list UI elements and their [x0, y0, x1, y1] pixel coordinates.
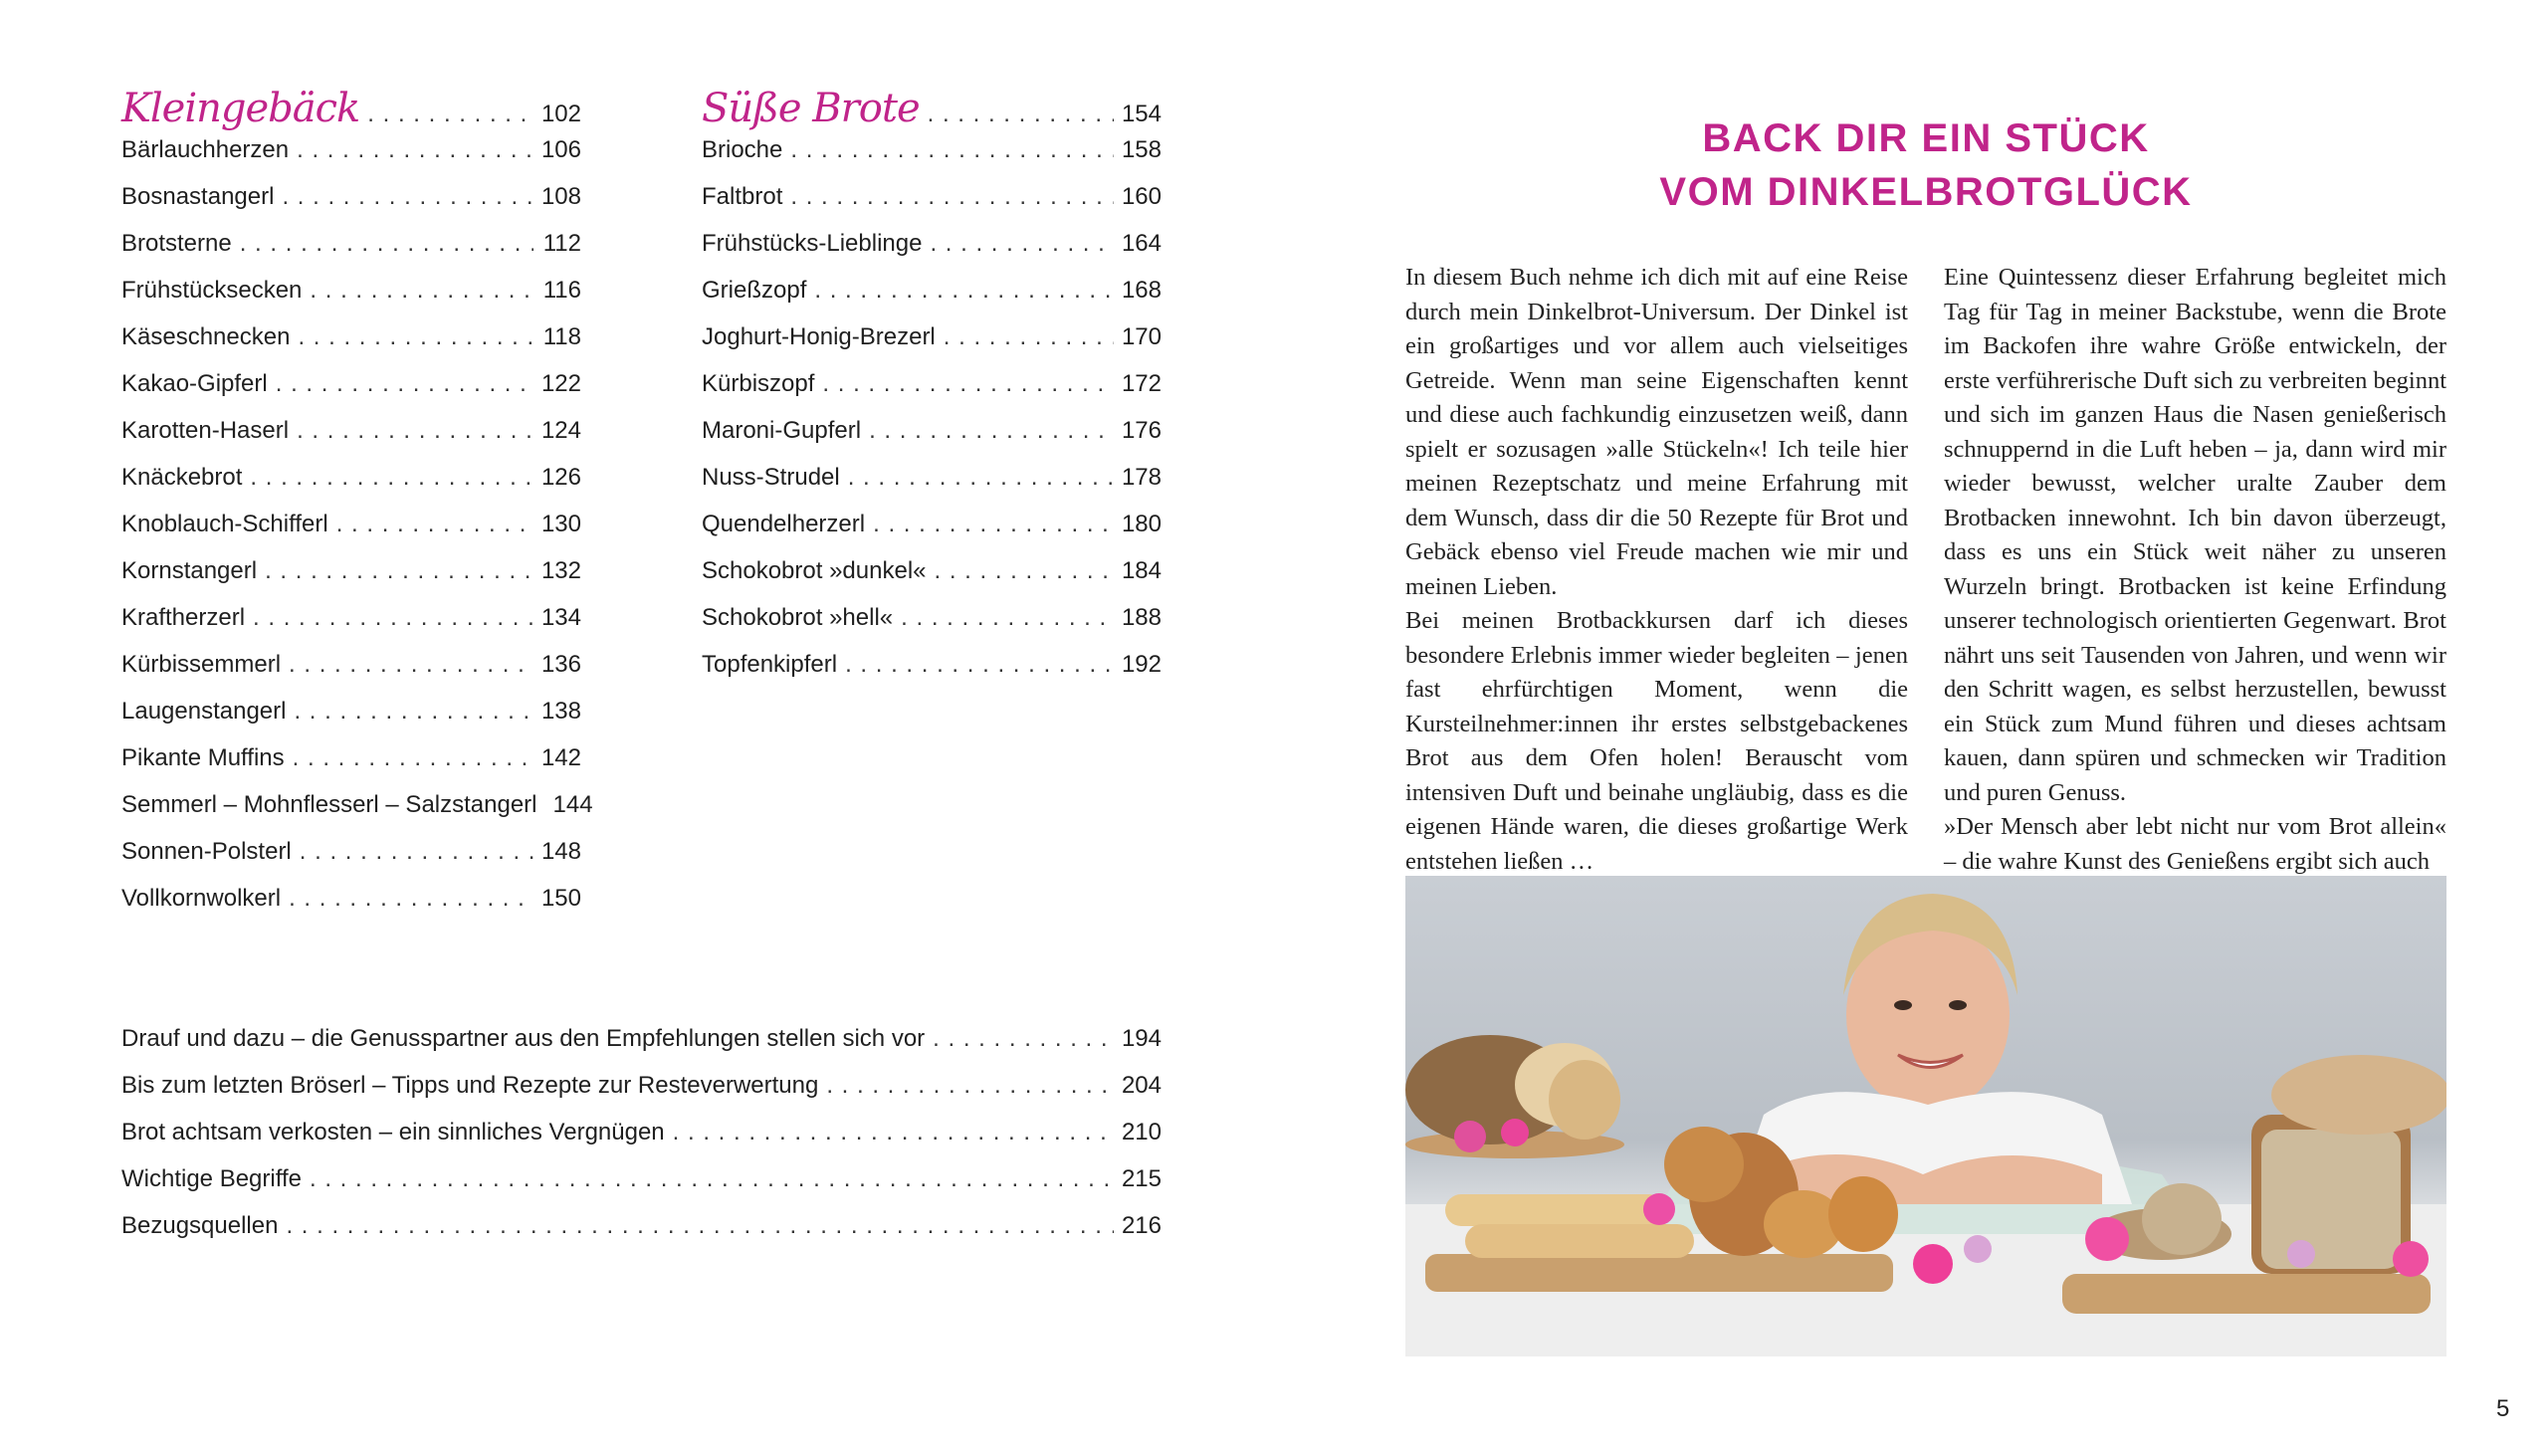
toc-page-number: 136 — [540, 651, 581, 678]
toc-entry-label: Schokobrot »dunkel« — [702, 557, 927, 584]
toc-leader-dots — [300, 828, 533, 875]
toc-entry-label: Knäckebrot — [121, 464, 243, 491]
toc-entry-label: Wichtige Begriffe — [121, 1165, 302, 1192]
toc-leader-dots — [790, 126, 1114, 173]
toc-entry[interactable] — [702, 454, 1162, 501]
toc-page-number: 138 — [540, 698, 581, 725]
toc-leader-dots — [873, 501, 1114, 547]
toc-entry-label: Semmerl – Mohnflesserl – Salzstangerl — [121, 791, 537, 818]
toc-entry-label: Nuss-Strudel — [702, 464, 840, 491]
toc-leader-dots — [869, 407, 1114, 454]
toc-page-number: 150 — [540, 885, 581, 912]
toc-entry-label: Schokobrot »hell« — [702, 604, 894, 631]
toc-heading-label: Süße Brote — [702, 86, 920, 131]
toc-entry-label: Kürbissemmerl — [121, 651, 282, 678]
toc-page-number: 158 — [1121, 136, 1162, 163]
toc-entry[interactable] — [702, 267, 1162, 313]
toc-entry[interactable] — [121, 688, 581, 734]
toc-page-number: 172 — [1121, 370, 1162, 397]
body-text-column-2 — [1944, 261, 2446, 879]
toc-page-number: 188 — [1121, 604, 1162, 631]
toc-entry-label: Joghurt-Honig-Brezerl — [702, 323, 936, 350]
toc-page-number: 180 — [1121, 511, 1162, 537]
toc-leader-dots — [336, 501, 533, 547]
toc-entry-label: Sonnen-Polsterl — [121, 838, 292, 865]
toc-entry[interactable] — [121, 547, 581, 594]
toc-page-number: 124 — [540, 417, 581, 444]
toc-entry-label: Pikante Muffins — [121, 744, 285, 771]
toc-entry-label: Faltbrot — [702, 183, 783, 210]
toc-entry-label: Topfenkipferl — [702, 651, 838, 678]
toc-entry[interactable] — [702, 313, 1162, 360]
toc-page-number: 148 — [540, 838, 581, 865]
toc-leader-dots — [826, 1062, 1114, 1109]
toc-entry[interactable] — [121, 1015, 1162, 1062]
toc-entry-label: Laugenstangerl — [121, 698, 287, 725]
paragraph: In diesem Buch nehme ich dich mit auf eine Reise durch mein Dinkelbrot-Universum. Der Dinkel ist ein großartiges und vor allem auch vielseitiges Getreide. Wenn man seine Eigenschaften kennt und diese auch fachkundig einzusetzen weiß, dann spielt er sozusagen »alle Stückeln«! Ich teile hier meinen Rezeptschatz und meine Erfahrung mit dem Wunsch, dass dir die 50 Rezepte für Brot und Gebäck ebenso viel Freude machen wie mir und meinen Lieben. — [1405, 264, 1908, 600]
toc-page-number: 210 — [1121, 1119, 1162, 1145]
toc-leader-dots — [930, 220, 1114, 267]
toc-entry[interactable] — [702, 501, 1162, 547]
toc-entry[interactable] — [121, 734, 581, 781]
toc-leader-dots — [293, 734, 533, 781]
toc-page-number: 168 — [1121, 277, 1162, 304]
toc-leader-dots — [310, 267, 533, 313]
toc-entry-label: Bärlauchherzen — [121, 136, 290, 163]
toc-page-number: 194 — [1121, 1025, 1162, 1052]
toc-entry-label: Kornstangerl — [121, 557, 258, 584]
toc-leader-dots — [814, 267, 1114, 313]
toc-leader-dots — [933, 1015, 1114, 1062]
toc-entry-label: Maroni-Gupferl — [702, 417, 862, 444]
toc-leader-dots — [935, 547, 1114, 594]
toc-page-number: 164 — [1121, 230, 1162, 257]
toc-entry-label: Knoblauch-Schifferl — [121, 511, 328, 537]
toc-leader-dots — [265, 547, 533, 594]
toc-entry[interactable] — [702, 220, 1162, 267]
toc-page-number: 142 — [540, 744, 581, 771]
paragraph: Eine Quintessenz dieser Erfahrung begleitet mich Tag für Tag in meiner Backstube, wenn die Brote im Backofen ihre wahre Größe entwickeln, der erste verführerische Duft sich zu verbreiten beginnt und sich im ganzen Haus die Nasen genießerisch schnuppernd in die Luft heben – ja, dann wird mir wieder bewusst, welcher uralte Zauber dem Brotbacken innewohnt. Ich bin davon überzeugt, dass es uns ein Stück weit näher zu unseren Wurzeln bringt. Brotbacken ist keine Erfindung unserer technologisch orientierten Gegenwart. Brot nährt uns seit Tausenden von Jahren, und wenn wir den Schritt wagen, es selbst herzustellen, bewusst ein Stück zum Mund führen und dieses achtsam kauen, dann spüren und schmecken wir Tradition und puren Genuss. — [1944, 264, 2446, 806]
toc-leader-dots — [297, 407, 533, 454]
toc-page-number: 106 — [540, 136, 581, 163]
toc-entry[interactable] — [121, 407, 581, 454]
toc-entry[interactable] — [121, 781, 593, 828]
toc-entry[interactable] — [121, 1109, 1162, 1155]
toc-entry-label: Kürbiszopf — [702, 370, 815, 397]
toc-leader-dots — [944, 313, 1114, 360]
toc-entry-label: Grießzopf — [702, 277, 807, 304]
toc-page-number: 184 — [1121, 557, 1162, 584]
toc-column-suesse-brote — [702, 80, 1162, 688]
toc-leader-dots — [310, 1155, 1114, 1202]
toc-page-number: 134 — [540, 604, 581, 631]
toc-leader-dots — [298, 313, 533, 360]
headline-line-1: BACK DIR EIN STÜCK — [1702, 116, 2150, 160]
toc-page-number: 112 — [542, 230, 581, 257]
toc-list — [702, 126, 1162, 688]
toc-entry-label: Brioche — [702, 136, 783, 163]
toc-entry[interactable] — [702, 173, 1162, 220]
toc-page-number: 215 — [1121, 1165, 1162, 1192]
toc-leader-dots — [294, 688, 532, 734]
toc-entry-label: Bosnastangerl — [121, 183, 275, 210]
toc-leader-dots — [240, 220, 533, 267]
toc-entry[interactable] — [121, 126, 581, 173]
chapter-headline — [1405, 111, 2446, 219]
toc-entry[interactable] — [121, 1202, 1162, 1249]
toc-entry[interactable] — [121, 875, 581, 922]
toc-appendix-list — [121, 1015, 1162, 1249]
toc-page-number: 108 — [540, 183, 581, 210]
baker-with-breads-photo — [1405, 876, 2446, 1356]
toc-page-number: 178 — [1121, 464, 1162, 491]
toc-entry[interactable] — [121, 828, 581, 875]
toc-leader-dots — [845, 641, 1114, 688]
toc-column-kleingebaeck — [121, 80, 593, 922]
toc-entry-label: Kraftherzerl — [121, 604, 246, 631]
toc-entry[interactable] — [121, 173, 581, 220]
toc-entry[interactable] — [702, 547, 1162, 594]
toc-page-number: 126 — [540, 464, 581, 491]
paragraph: Bei meinen Brotbackkursen darf ich dieses besondere Erlebnis immer wieder begleiten – jenen fast ehrfürchtigen Moment, wenn die Kursteilnehmer:innen ihr erstes selbstgebackenes Brot aus dem Ofen holen! Berauscht vom intensiven Duft und beinahe ungläubig, dass es die eigenen Hände waren, die dieses großartige Werk entstehen ließen … — [1405, 607, 1908, 875]
toc-entry[interactable] — [121, 501, 581, 547]
toc-leader-dots — [276, 360, 533, 407]
toc-page-number: 160 — [1121, 183, 1162, 210]
toc-entry[interactable] — [702, 407, 1162, 454]
photo-illustration — [1405, 876, 2446, 1356]
toc-page-number: 176 — [1121, 417, 1162, 444]
toc-entry-label: Bis zum letzten Bröserl – Tipps und Rezepte zur Resteverwertung — [121, 1072, 819, 1099]
page-number: 5 — [2496, 1395, 2510, 1422]
toc-page-number: 102 — [540, 101, 581, 127]
toc-entry[interactable] — [121, 360, 581, 407]
toc-leader-dots — [289, 875, 533, 922]
toc-page-number: 122 — [540, 370, 581, 397]
toc-leader-dots — [297, 126, 533, 173]
toc-entry[interactable] — [121, 1155, 1162, 1202]
toc-entry[interactable] — [121, 594, 581, 641]
toc-entry-label: Vollkornwolkerl — [121, 885, 282, 912]
toc-leader-dots — [901, 594, 1114, 641]
toc-leader-dots — [286, 1202, 1114, 1249]
toc-page-number: 154 — [1121, 101, 1162, 127]
toc-page-number: 144 — [552, 791, 593, 818]
toc-entry-label: Frühstücksecken — [121, 277, 303, 304]
toc-entry[interactable] — [702, 594, 1162, 641]
toc-leader-dots — [673, 1109, 1114, 1155]
toc-page-number: 170 — [1121, 323, 1162, 350]
toc-entry[interactable] — [121, 1062, 1162, 1109]
toc-entry[interactable] — [121, 313, 581, 360]
toc-entry-label: Frühstücks-Lieblinge — [702, 230, 923, 257]
toc-entry-label: Karotten-Haserl — [121, 417, 290, 444]
toc-leader-dots — [790, 173, 1114, 220]
toc-page-number: 204 — [1121, 1072, 1162, 1099]
toc-page-number: 130 — [540, 511, 581, 537]
toc-page-number: 116 — [542, 277, 581, 304]
toc-leader-dots — [289, 641, 533, 688]
toc-entry[interactable] — [121, 641, 581, 688]
toc-entry-label: Käseschnecken — [121, 323, 291, 350]
toc-entry[interactable] — [702, 641, 1162, 688]
toc-entry[interactable] — [121, 267, 581, 313]
toc-entry[interactable] — [121, 454, 581, 501]
toc-leader-dots — [282, 173, 533, 220]
toc-page-number: 192 — [1121, 651, 1162, 678]
toc-page-number: 216 — [1121, 1212, 1162, 1239]
toc-entry-label: Kakao-Gipferl — [121, 370, 268, 397]
toc-entry[interactable] — [702, 360, 1162, 407]
toc-heading-label: Kleingebäck — [121, 86, 360, 131]
toc-entry-label: Drauf und dazu – die Genusspartner aus den Empfehlungen stellen sich vor — [121, 1025, 926, 1052]
paragraph: »Der Mensch aber lebt nicht nur vom Brot allein« – die wahre Kunst des Genießens ergibt sich auch — [1944, 813, 2446, 875]
toc-entry-label: Brotsterne — [121, 230, 232, 257]
headline-line-2: VOM DINKELBROTGLÜCK — [1659, 170, 2193, 214]
toc-page-number: 118 — [542, 323, 581, 350]
toc-list — [121, 126, 593, 922]
toc-leader-dots — [848, 454, 1114, 501]
toc-leader-dots — [822, 360, 1114, 407]
toc-entry[interactable] — [121, 220, 581, 267]
toc-leader-dots — [253, 594, 533, 641]
toc-entry-label: Brot achtsam verkosten – ein sinnliches Vergnügen — [121, 1119, 665, 1145]
toc-leader-dots — [250, 454, 533, 501]
toc-entry[interactable] — [702, 126, 1162, 173]
toc-page-number: 132 — [540, 557, 581, 584]
toc-entry-label: Quendelherzerl — [702, 511, 866, 537]
body-text-column-1 — [1405, 261, 1908, 879]
toc-entry-label: Bezugsquellen — [121, 1212, 279, 1239]
